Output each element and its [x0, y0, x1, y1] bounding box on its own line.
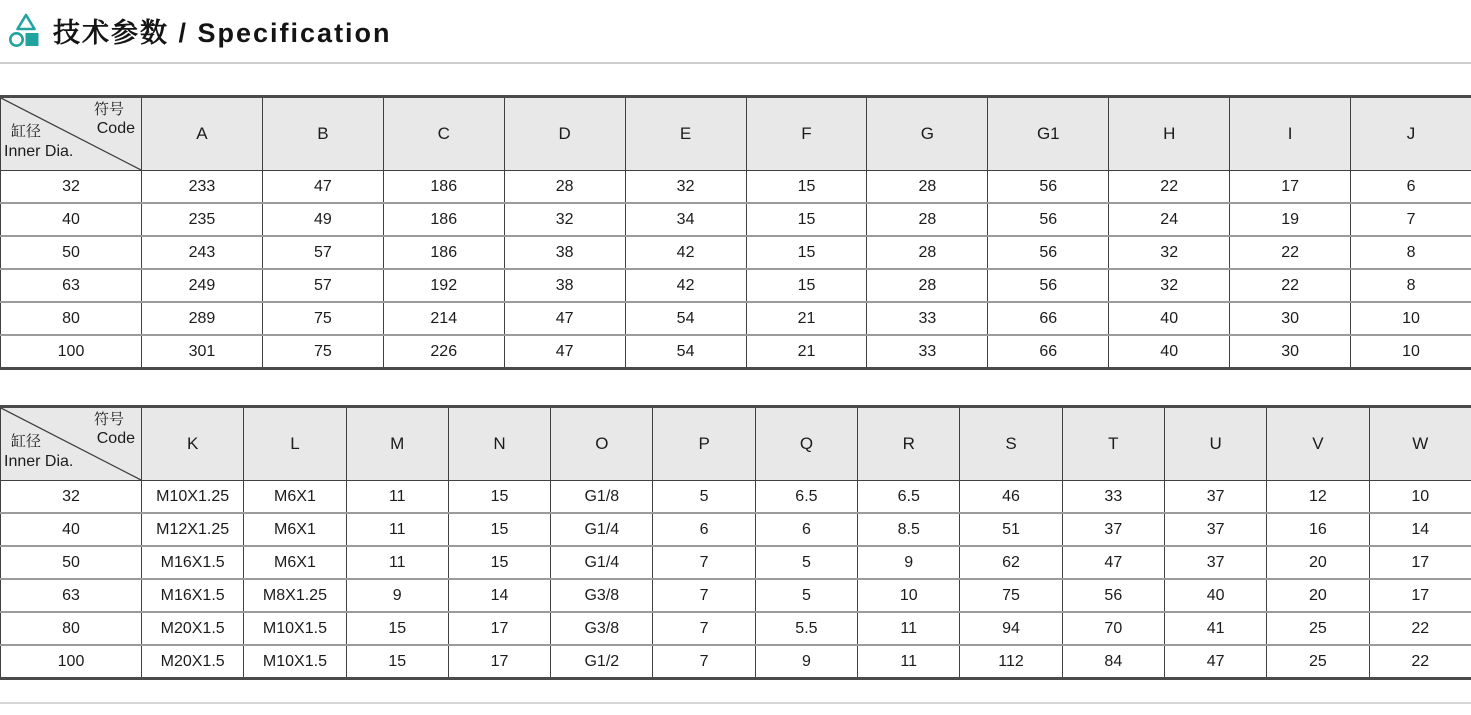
value-cell: 19: [1230, 203, 1351, 236]
value-cell: 6: [653, 513, 755, 546]
value-cell: 6.5: [755, 481, 857, 514]
value-cell: 66: [988, 302, 1109, 335]
value-cell: 37: [1164, 513, 1266, 546]
table-row: [1, 579, 1471, 612]
value-cell: 84: [1062, 645, 1164, 679]
value-cell: 57: [262, 269, 383, 302]
value-cell: 21: [746, 335, 867, 369]
value-cell: M12X1.25: [142, 513, 244, 546]
value-cell: 15: [346, 645, 448, 679]
table-row: [1, 203, 1471, 236]
table-row: [1, 513, 1471, 546]
inner-dia-cell: 50: [1, 236, 142, 269]
value-cell: 46: [960, 481, 1062, 514]
value-cell: 186: [383, 171, 504, 204]
value-cell: G1/4: [551, 546, 653, 579]
value-cell: 33: [1062, 481, 1164, 514]
inner-dia-cell: 32: [1, 171, 142, 204]
value-cell: 42: [625, 269, 746, 302]
value-cell: 22: [1230, 236, 1351, 269]
value-cell: 192: [383, 269, 504, 302]
column-header-q: Q: [755, 407, 857, 481]
value-cell: 75: [262, 302, 383, 335]
value-cell: 8: [1351, 269, 1471, 302]
value-cell: 38: [504, 269, 625, 302]
value-cell: 14: [448, 579, 550, 612]
value-cell: 15: [448, 513, 550, 546]
value-cell: 47: [504, 335, 625, 369]
inner-dia-cell: 50: [1, 546, 142, 579]
triangle-circle-square-icon: [8, 12, 42, 49]
value-cell: 40: [1109, 302, 1230, 335]
table-row: [1, 481, 1471, 514]
value-cell: 75: [262, 335, 383, 369]
footer-divider: [0, 702, 1471, 704]
value-cell: 11: [346, 546, 448, 579]
column-header-d: D: [504, 97, 625, 171]
column-header-t: T: [1062, 407, 1164, 481]
value-cell: 112: [960, 645, 1062, 679]
value-cell: 66: [988, 335, 1109, 369]
spec-table-k-w: [0, 405, 1471, 680]
value-cell: 14: [1369, 513, 1471, 546]
value-cell: 32: [1109, 269, 1230, 302]
value-cell: 47: [1164, 645, 1266, 679]
value-cell: M10X1.25: [142, 481, 244, 514]
value-cell: 22: [1109, 171, 1230, 204]
value-cell: 75: [960, 579, 1062, 612]
column-header-s: S: [960, 407, 1062, 481]
value-cell: 235: [142, 203, 263, 236]
value-cell: G3/8: [551, 579, 653, 612]
value-cell: G1/8: [551, 481, 653, 514]
value-cell: 20: [1267, 546, 1369, 579]
value-cell: 47: [262, 171, 383, 204]
value-cell: M10X1.5: [244, 645, 346, 679]
value-cell: 11: [346, 481, 448, 514]
value-cell: M6X1: [244, 546, 346, 579]
value-cell: G1/4: [551, 513, 653, 546]
inner-dia-cell: 80: [1, 612, 142, 645]
value-cell: 5: [755, 546, 857, 579]
value-cell: 8.5: [858, 513, 960, 546]
corner-label-dia-zh: 缸径: [11, 123, 42, 140]
corner-header-cell: [1, 97, 142, 171]
value-cell: 11: [858, 612, 960, 645]
column-header-h: H: [1109, 97, 1230, 171]
value-cell: 37: [1164, 481, 1266, 514]
value-cell: 56: [1062, 579, 1164, 612]
value-cell: 37: [1062, 513, 1164, 546]
value-cell: 10: [1351, 302, 1471, 335]
value-cell: 47: [504, 302, 625, 335]
value-cell: 49: [262, 203, 383, 236]
value-cell: 42: [625, 236, 746, 269]
value-cell: 28: [867, 269, 988, 302]
value-cell: 9: [346, 579, 448, 612]
inner-dia-cell: 80: [1, 302, 142, 335]
column-header-v: V: [1267, 407, 1369, 481]
value-cell: 17: [1369, 579, 1471, 612]
value-cell: 6: [1351, 171, 1471, 204]
value-cell: M20X1.5: [142, 612, 244, 645]
value-cell: 233: [142, 171, 263, 204]
table-row: [1, 236, 1471, 269]
column-header-j: J: [1351, 97, 1471, 171]
value-cell: M10X1.5: [244, 612, 346, 645]
value-cell: 17: [1230, 171, 1351, 204]
value-cell: 17: [448, 612, 550, 645]
value-cell: 6: [755, 513, 857, 546]
value-cell: 37: [1164, 546, 1266, 579]
value-cell: M16X1.5: [142, 546, 244, 579]
value-cell: 17: [448, 645, 550, 679]
column-header-b: B: [262, 97, 383, 171]
value-cell: 20: [1267, 579, 1369, 612]
value-cell: 28: [867, 236, 988, 269]
value-cell: 33: [867, 335, 988, 369]
corner-header-cell: [1, 407, 142, 481]
value-cell: 25: [1267, 645, 1369, 679]
table-row: [1, 546, 1471, 579]
value-cell: 186: [383, 203, 504, 236]
value-cell: 7: [653, 612, 755, 645]
value-cell: 34: [625, 203, 746, 236]
value-cell: 47: [1062, 546, 1164, 579]
value-cell: 22: [1230, 269, 1351, 302]
value-cell: 28: [867, 203, 988, 236]
table-row: [1, 302, 1471, 335]
column-header-i: I: [1230, 97, 1351, 171]
value-cell: 38: [504, 236, 625, 269]
inner-dia-cell: 40: [1, 203, 142, 236]
table-row: [1, 335, 1471, 369]
value-cell: 30: [1230, 302, 1351, 335]
value-cell: 56: [988, 236, 1109, 269]
value-cell: 41: [1164, 612, 1266, 645]
value-cell: 243: [142, 236, 263, 269]
header-row: [1, 97, 1471, 171]
value-cell: 7: [653, 546, 755, 579]
value-cell: 15: [346, 612, 448, 645]
value-cell: 30: [1230, 335, 1351, 369]
spec-table-a-j: [0, 95, 1471, 370]
corner-label-dia-zh: 缸径: [11, 433, 42, 450]
value-cell: 17: [1369, 546, 1471, 579]
value-cell: 10: [1351, 335, 1471, 369]
value-cell: 10: [1369, 481, 1471, 514]
value-cell: 16: [1267, 513, 1369, 546]
column-header-g: G: [867, 97, 988, 171]
value-cell: 10: [858, 579, 960, 612]
value-cell: 24: [1109, 203, 1230, 236]
column-header-g1: G1: [988, 97, 1109, 171]
value-cell: 40: [1109, 335, 1230, 369]
inner-dia-cell: 63: [1, 269, 142, 302]
value-cell: 9: [755, 645, 857, 679]
column-header-u: U: [1164, 407, 1266, 481]
value-cell: 15: [746, 269, 867, 302]
value-cell: M6X1: [244, 481, 346, 514]
column-header-w: W: [1369, 407, 1471, 481]
header-row: [1, 407, 1471, 481]
value-cell: 12: [1267, 481, 1369, 514]
corner-label-code-en: Code: [96, 120, 135, 137]
value-cell: 51: [960, 513, 1062, 546]
inner-dia-cell: 63: [1, 579, 142, 612]
value-cell: 15: [746, 203, 867, 236]
column-header-m: M: [346, 407, 448, 481]
corner-label-code-zh: 符号: [93, 411, 124, 428]
value-cell: 7: [653, 645, 755, 679]
column-header-a: A: [142, 97, 263, 171]
value-cell: 15: [448, 481, 550, 514]
value-cell: 11: [858, 645, 960, 679]
corner-label-dia-en: Inner Dia.: [4, 143, 74, 160]
corner-label-code-en: Code: [96, 430, 135, 447]
value-cell: M8X1.25: [244, 579, 346, 612]
section-header: [8, 11, 392, 50]
value-cell: 32: [1109, 236, 1230, 269]
value-cell: 249: [142, 269, 263, 302]
inner-dia-cell: 100: [1, 335, 142, 369]
inner-dia-cell: 40: [1, 513, 142, 546]
value-cell: 28: [504, 171, 625, 204]
value-cell: 289: [142, 302, 263, 335]
table-row: [1, 269, 1471, 302]
value-cell: 11: [346, 513, 448, 546]
value-cell: 70: [1062, 612, 1164, 645]
value-cell: 15: [746, 171, 867, 204]
value-cell: 57: [262, 236, 383, 269]
value-cell: 21: [746, 302, 867, 335]
column-header-l: L: [244, 407, 346, 481]
value-cell: 40: [1164, 579, 1266, 612]
column-header-c: C: [383, 97, 504, 171]
value-cell: 186: [383, 236, 504, 269]
value-cell: 32: [625, 171, 746, 204]
table-row: [1, 645, 1471, 679]
value-cell: 56: [988, 171, 1109, 204]
value-cell: M20X1.5: [142, 645, 244, 679]
value-cell: 5.5: [755, 612, 857, 645]
value-cell: 56: [988, 203, 1109, 236]
corner-label-dia-en: Inner Dia.: [4, 453, 74, 470]
value-cell: 15: [746, 236, 867, 269]
column-header-r: R: [858, 407, 960, 481]
value-cell: 28: [867, 171, 988, 204]
column-header-e: E: [625, 97, 746, 171]
column-header-p: P: [653, 407, 755, 481]
value-cell: 94: [960, 612, 1062, 645]
value-cell: 7: [653, 579, 755, 612]
value-cell: 7: [1351, 203, 1471, 236]
value-cell: 32: [504, 203, 625, 236]
inner-dia-cell: 100: [1, 645, 142, 679]
value-cell: 226: [383, 335, 504, 369]
title-divider: [0, 62, 1471, 64]
value-cell: 33: [867, 302, 988, 335]
inner-dia-cell: 32: [1, 481, 142, 514]
table-row: [1, 171, 1471, 204]
value-cell: 15: [448, 546, 550, 579]
table-row: [1, 612, 1471, 645]
value-cell: 5: [653, 481, 755, 514]
value-cell: 22: [1369, 612, 1471, 645]
corner-label-code-zh: 符号: [93, 101, 124, 118]
value-cell: M16X1.5: [142, 579, 244, 612]
value-cell: 8: [1351, 236, 1471, 269]
page-title: 技术参数 / Specification: [53, 18, 392, 48]
value-cell: 6.5: [858, 481, 960, 514]
value-cell: 62: [960, 546, 1062, 579]
value-cell: G1/2: [551, 645, 653, 679]
value-cell: 5: [755, 579, 857, 612]
column-header-f: F: [746, 97, 867, 171]
value-cell: 25: [1267, 612, 1369, 645]
value-cell: G3/8: [551, 612, 653, 645]
value-cell: 301: [142, 335, 263, 369]
value-cell: 56: [988, 269, 1109, 302]
value-cell: 54: [625, 335, 746, 369]
column-header-o: O: [551, 407, 653, 481]
value-cell: M6X1: [244, 513, 346, 546]
value-cell: 9: [858, 546, 960, 579]
value-cell: 214: [383, 302, 504, 335]
value-cell: 54: [625, 302, 746, 335]
column-header-k: K: [142, 407, 244, 481]
column-header-n: N: [448, 407, 550, 481]
value-cell: 22: [1369, 645, 1471, 679]
